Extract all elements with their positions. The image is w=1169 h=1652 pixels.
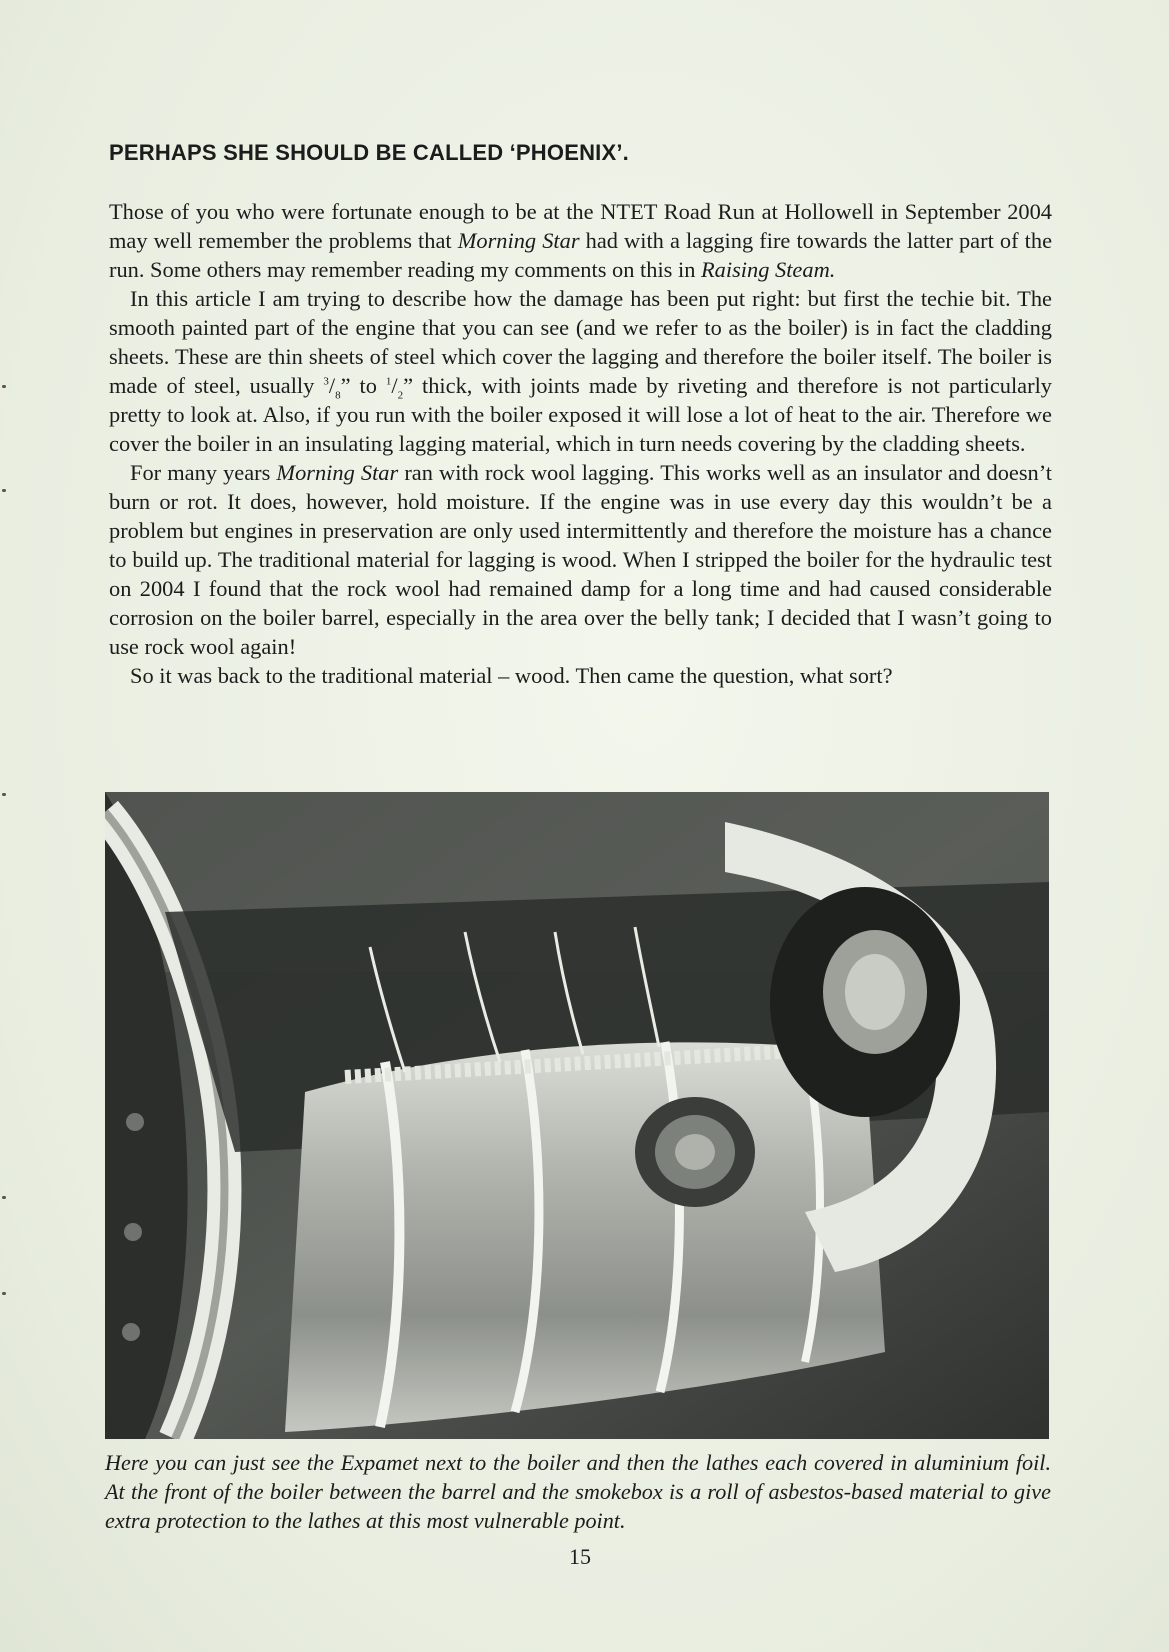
paragraph-1: Those of you who were fortunate enough to be at the NTET Road Run at Hollowell in September 2004 may well remember the problems that Morning Star had with a lagging fire towards the latter part of the run. Some others may remember reading my comments on this in Raising Steam. [109,199,1053,282]
photo-caption: Here you can just see the Expamet next to the boiler and then the lathes each covered in aluminium foil. At the front of the boiler between the barrel and the smokebox is a roll of asbestos-based material to give extra protection to the lathes at this most vulnerable point. [105,1450,1051,1533]
scan-mark [2,1292,6,1295]
paragraph-3: For many years Morning Star ran with rock wool lagging. This works well as an insulator and doesn’t burn or rot. It does, however, hold moisture. If the engine was in use every day this wouldn’t be a problem but engines in preservation are only used intermittently and therefore the moisture has a chance to build up. The traditional material for lagging is wood. When I stripped the boiler for the hydraulic test on 2004 I found that the rock wool had remained damp for a long time and had caused considerable corrosion on the boiler barrel, especially in the area over the belly tank; I decided that I wasn’t going to use rock wool again! [109,460,1053,659]
scan-mark [2,385,6,388]
article-title: PERHAPS SHE SHOULD BE CALLED ‘PHOENIX’. [109,140,629,165]
page-number: 15 [569,1544,591,1569]
boiler-photo-image [105,792,1049,1439]
boiler-photo [105,792,1049,1439]
scan-mark [2,489,6,492]
paragraph-2: In this article I am trying to describe how the damage has been put right: but first the techie bit. The smooth painted part of the engine that you can see (and we refer to as the boiler) is in fact the cladding sheets. These are thin sheets of steel which cover the lagging and therefore the boiler itself. The boiler is made of steel, usually $^3/_8$” to $^1/_2$” thick, with joints made by riveting and therefore is not particularly pretty to look at. Also, if you run with the boiler exposed it will lose a lot of heat to the air. Therefore we cover the boiler in an insulating lagging material, which in turn needs covering by the cladding sheets. [109,286,1052,456]
scan-mark [2,1196,6,1199]
paragraph-4: So it was back to the traditional material – wood. Then came the question, what sort? [130,663,893,688]
article-body [109,197,1052,690]
scan-mark [2,793,6,796]
